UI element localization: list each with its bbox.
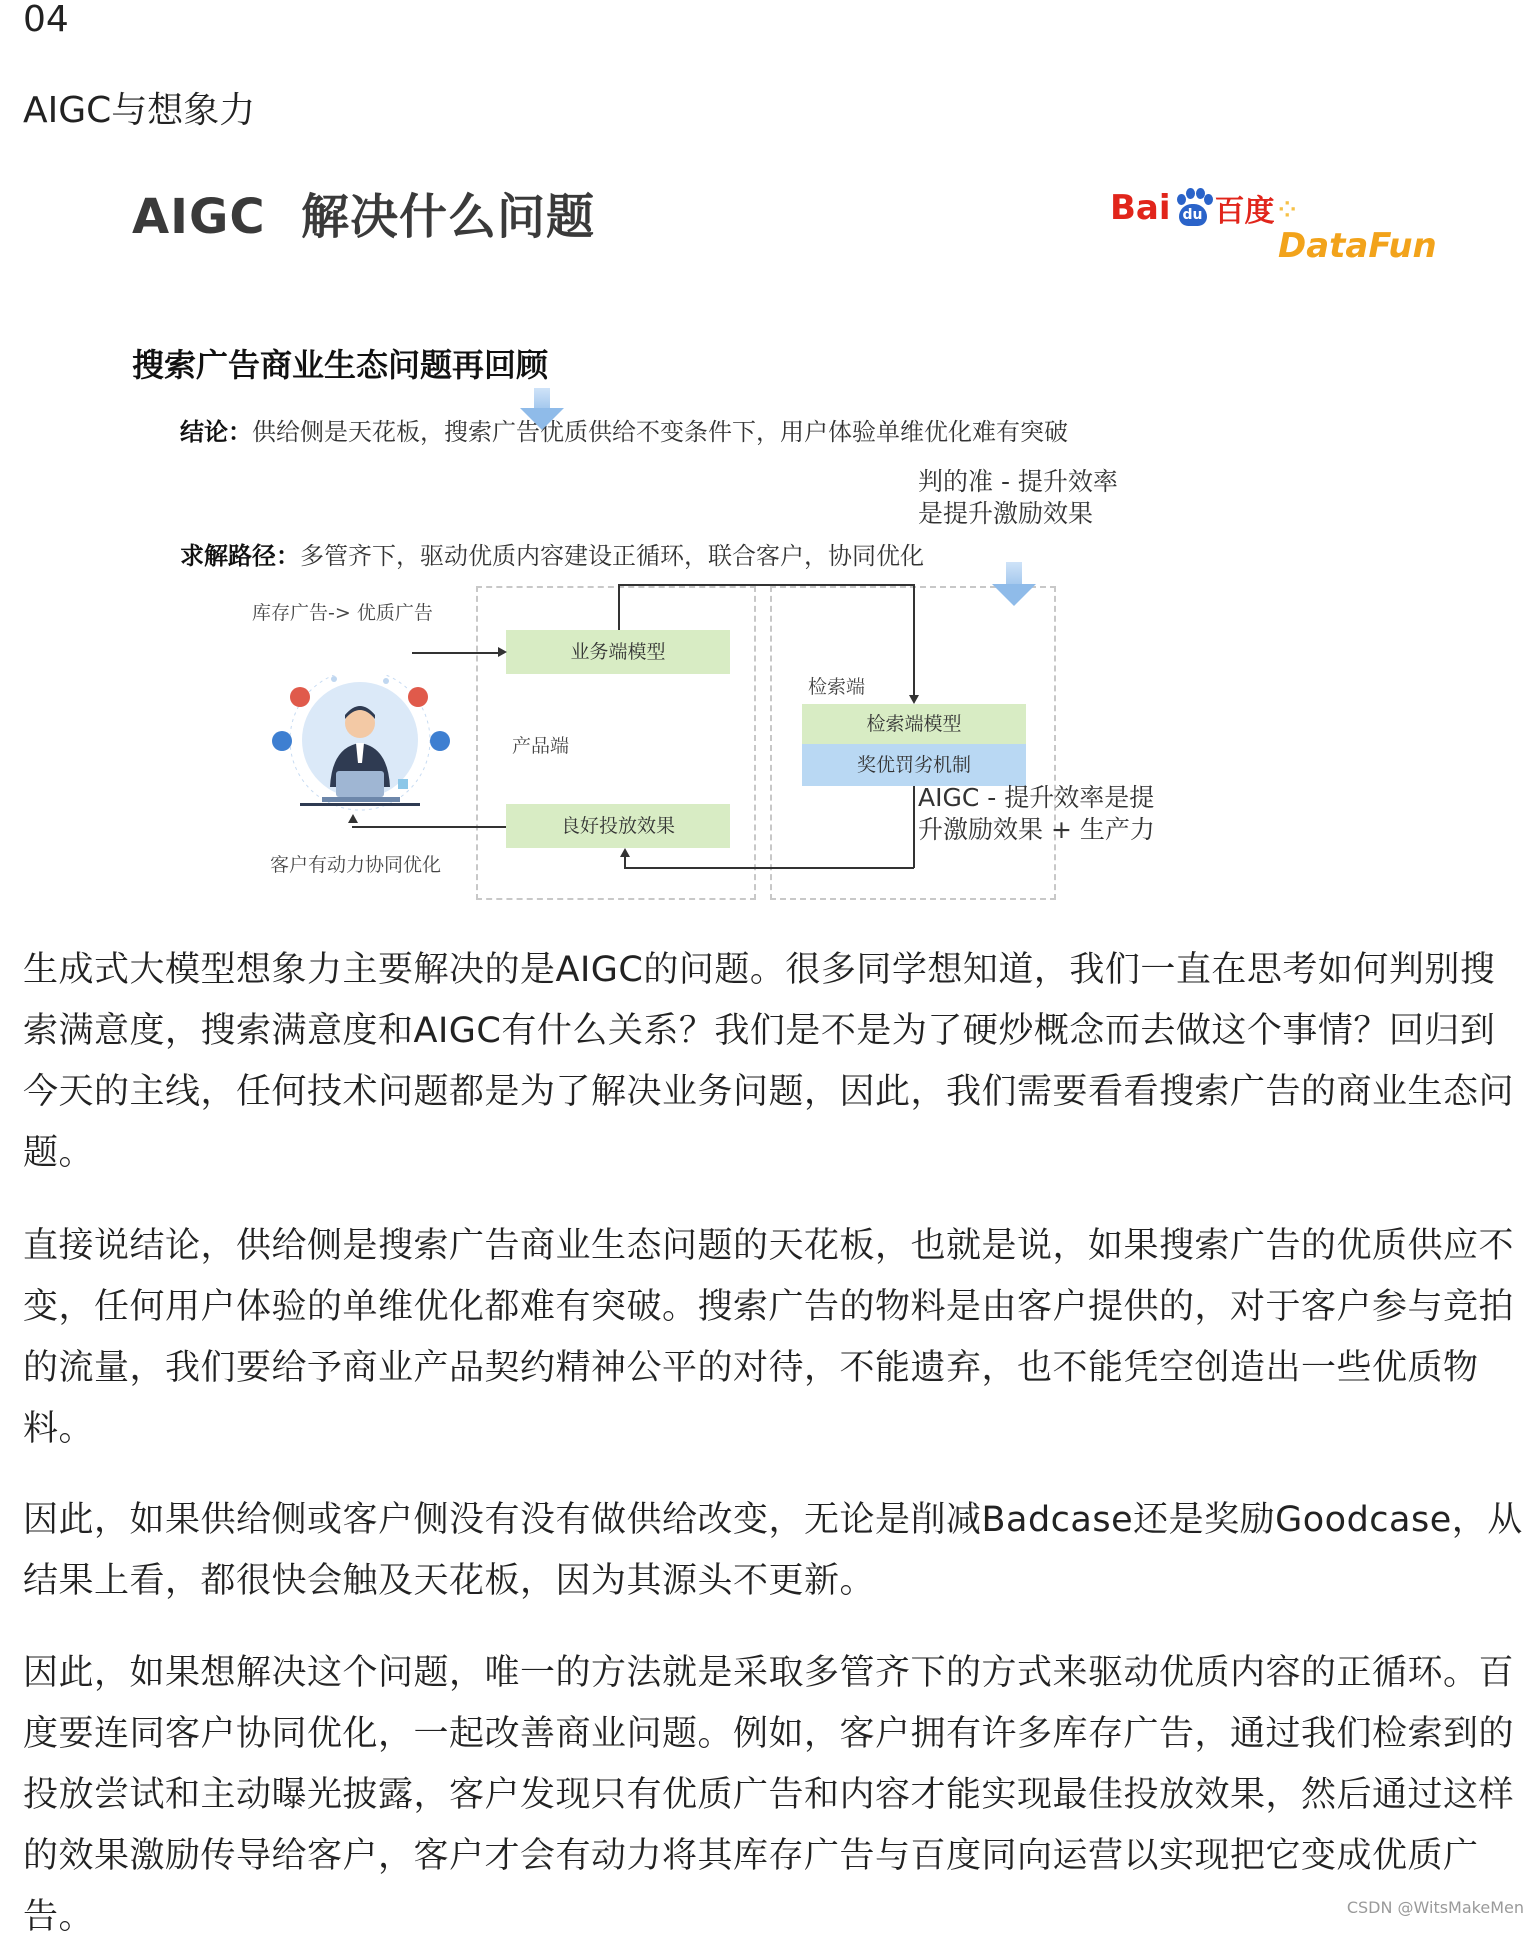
paragraph-2: 直接说结论，供给侧是搜索广告商业生态问题的天花板，也就是说，如果搜索广告的优质供应不变，任何用户体验的单维优化都难有突破。搜索广告的物料是由客户提供的，对于客户参与竞拍的流量，我们要给予商业产品契约精神公平的对待，不能遗弃，也不能凭空创造出一些优质物料。: [23, 1226, 1515, 1449]
flow-line: [624, 856, 626, 868]
baidu-logo: [1110, 178, 1275, 238]
flow-arrowhead: [620, 848, 630, 857]
slide-subtitle: 搜索广告商业生态问题再回顾: [132, 346, 549, 384]
right-note-2-line1: AIGC - 提升效率是提: [918, 783, 1155, 812]
flow-line: [618, 584, 914, 586]
path-label: 求解路径：: [180, 542, 300, 570]
flow-line: [913, 584, 915, 696]
product-side-label: 产品端: [512, 735, 570, 757]
customer-person-icon: [270, 675, 450, 815]
paragraph-3: 因此，如果供给侧或客户侧没有没有做供给改变，无论是削减Badcase还是奖励Goodcase，从结果上看，都很快会触及天花板，因为其源头不更新。: [23, 1500, 1523, 1601]
business-model-node: 业务端模型: [506, 630, 730, 674]
customer-illustration: [270, 675, 450, 815]
slide-conclusion: [180, 412, 1068, 447]
flow-arrowhead: [498, 647, 507, 657]
conclusion-label: 结论：: [180, 418, 252, 446]
baidu-logo-latin: Bai: [1110, 188, 1171, 228]
good-delivery-node: 良好投放效果: [506, 804, 730, 848]
baidu-paw-text: du: [1179, 204, 1207, 226]
right-note-2-line2: 升激励效果 + 生产力: [918, 815, 1155, 844]
reward-mechanism-node: 奖优罚劣机制: [802, 744, 1026, 786]
right-note-2: [918, 782, 1155, 846]
paragraph-4: 因此，如果想解决这个问题，唯一的方法就是采取多管齐下的方式来驱动优质内容的正循环。百度要连同客户协同优化，一起改善商业问题。例如，客户拥有许多库存广告，通过我们检索到的投放尝试和主动曝光披露，客户发现只有优质广告和内容才能实现最佳投放效果，然后通过这样的效果激励传导给客户，客户才会有动力将其库存广告与百度同向运营以实现把它变成优质广告。: [23, 1653, 1515, 1937]
flow-arrowhead: [909, 695, 919, 704]
datafun-logo: [1278, 186, 1440, 266]
flow-line: [412, 652, 498, 654]
baidu-logo-cn: 百度: [1214, 194, 1275, 229]
flow-line: [624, 867, 914, 869]
flow-line: [618, 584, 620, 630]
path-text: 多管齐下，驱动优质内容建设正循环，联合客户，协同优化: [300, 542, 924, 570]
client-label: 客户有动力协同优化: [270, 854, 442, 876]
retrieval-side-label: 检索端: [808, 676, 866, 698]
slide-title: AIGC 解决什么问题: [132, 189, 596, 245]
flow-line: [352, 826, 506, 828]
datafun-logo-text: DataFun: [1278, 226, 1437, 266]
right-note-1: [918, 466, 1118, 530]
right-note-1-line1: 判的准 - 提升效率: [918, 467, 1118, 496]
baidu-paw-icon: [1173, 188, 1213, 228]
retrieval-model-node: 检索端模型: [802, 704, 1026, 744]
section-number: 04: [23, 0, 69, 40]
slide-solution-path: [180, 536, 924, 571]
datafun-dots-icon: ⁘: [1278, 198, 1297, 223]
inventory-label: 库存广告-> 优质广告: [252, 602, 433, 624]
flow-line: [913, 786, 915, 868]
flow-arrowhead: [348, 814, 358, 823]
right-note-1-line2: 是提升激励效果: [918, 499, 1094, 528]
conclusion-text: 供给侧是天花板，搜索广告优质供给不变条件下，用户体验单维优化难有突破: [252, 418, 1068, 446]
csdn-watermark: CSDN @WitsMakeMen: [1346, 1898, 1524, 1917]
section-title: AIGC与想象力: [23, 90, 256, 131]
slide-figure: [100, 150, 1440, 910]
paragraph-1: 生成式大模型想象力主要解决的是AIGC的问题。很多同学想知道，我们一直在思考如何判别搜索满意度，搜索满意度和AIGC有什么关系？我们是不是为了硬炒概念而去做这个事情？回归到今天的主线，任何技术问题都是为了解决业务问题，因此，我们需要看看搜索广告的商业生态问题。: [23, 950, 1515, 1173]
